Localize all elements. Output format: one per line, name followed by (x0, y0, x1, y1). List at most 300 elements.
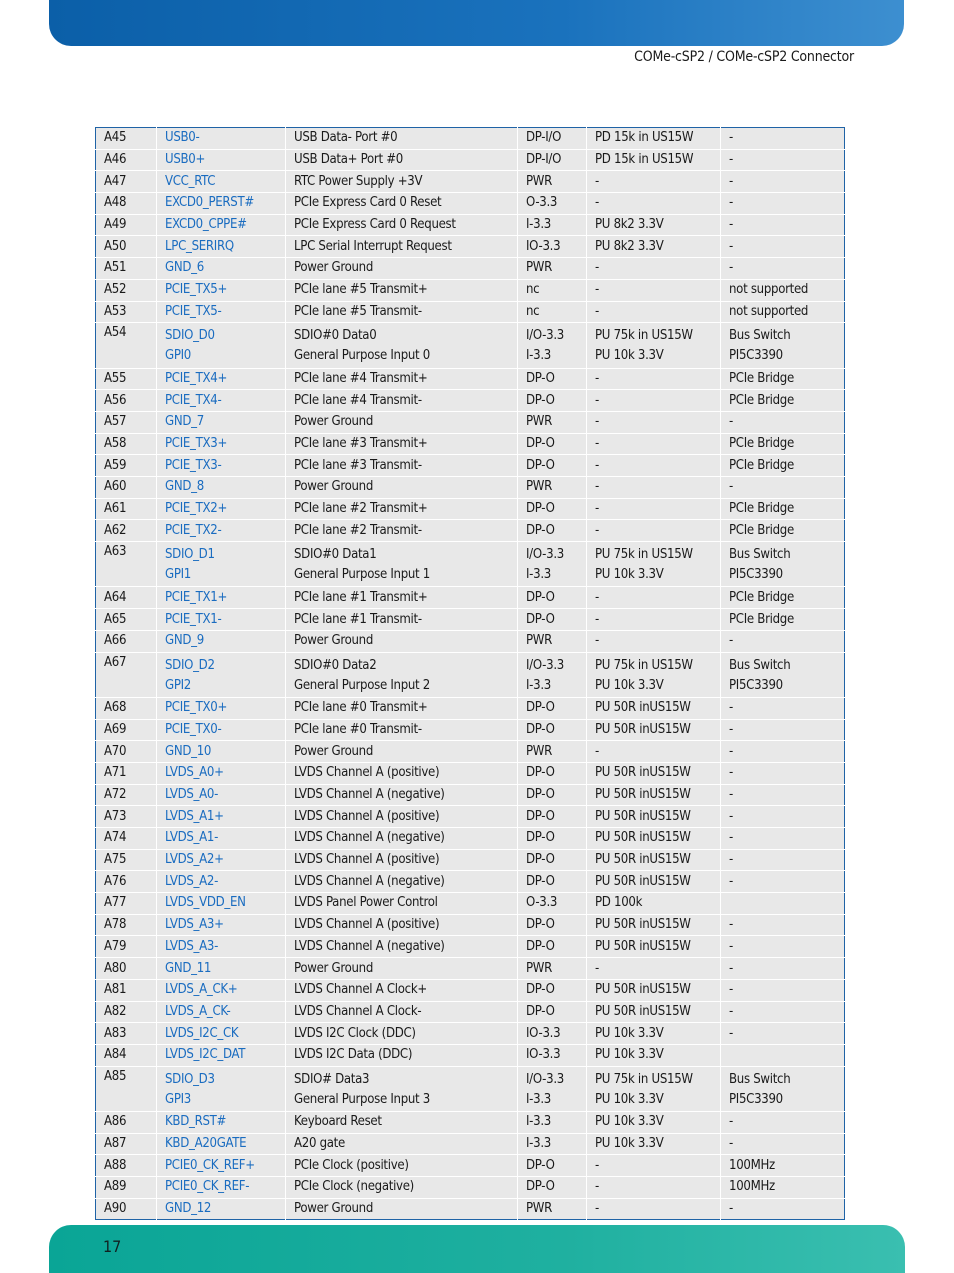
signal-cell-line: LVDS_A0- (165, 787, 219, 803)
pin-cell: A57 (96, 411, 157, 433)
termination-cell (587, 697, 721, 719)
termination-cell-line: PU 50R inUS15W (595, 982, 691, 998)
description-cell-line: A20 gate (294, 1136, 345, 1152)
table-row (96, 149, 845, 171)
signal-cell (157, 849, 286, 871)
table-row (96, 323, 845, 368)
description-cell (286, 828, 518, 850)
termination-cell (587, 1001, 721, 1023)
description-cell-line: General Purpose Input 1 (294, 567, 430, 583)
signal-cell-line: PCIE0_CK_REF- (165, 1179, 250, 1195)
table-row (96, 762, 845, 784)
description-cell-line: LVDS Channel A (positive) (294, 917, 440, 933)
type-cell-line: DP-O (526, 808, 555, 824)
comment-cell-line: Bus Switch (729, 1071, 791, 1087)
type-cell-line: DP-O (526, 370, 555, 386)
description-cell (286, 520, 518, 542)
description-cell (286, 368, 518, 390)
header-bar (49, 0, 904, 46)
termination-cell-line: - (595, 1157, 599, 1173)
signal-cell-line: USB0+ (165, 152, 206, 168)
termination-cell-line: PU 75k in US15W (595, 1071, 693, 1087)
signal-cell (157, 433, 286, 455)
signal-cell (157, 958, 286, 980)
pin-cell: A83 (96, 1023, 157, 1045)
termination-cell (587, 741, 721, 763)
signal-cell (157, 128, 286, 150)
signal-cell-line: PCIE_TX4+ (165, 370, 228, 386)
description-cell (286, 193, 518, 215)
type-cell-line: I-3.3 (526, 1114, 551, 1130)
table-row (96, 390, 845, 412)
description-cell-line: PCIe lane #2 Transmit- (294, 522, 422, 538)
termination-cell-line: PU 10k 3.3V (595, 1114, 664, 1130)
table-row (96, 128, 845, 150)
comment-cell-line: - (729, 787, 733, 803)
pin-cell: A71 (96, 762, 157, 784)
type-cell-line: DP-O (526, 392, 555, 408)
signal-cell (157, 1198, 286, 1220)
table-row (96, 806, 845, 828)
type-cell-line: DP-O (526, 522, 555, 538)
type-cell-line: DP-O (526, 501, 555, 517)
description-cell-line: LVDS I2C Data (DDC) (294, 1047, 413, 1063)
signal-cell-line: GPI1 (165, 567, 191, 583)
comment-cell-line: PCIe Bridge (729, 589, 794, 605)
description-cell-line: LVDS Channel A Clock- (294, 1003, 422, 1019)
type-cell (518, 128, 587, 150)
type-cell-line: DP-O (526, 1179, 555, 1195)
comment-cell (721, 477, 845, 499)
type-cell (518, 958, 587, 980)
signal-cell (157, 258, 286, 280)
comment-cell (721, 958, 845, 980)
description-cell-line: LVDS Channel A (negative) (294, 873, 445, 889)
signal-cell-line: GND_11 (165, 960, 212, 976)
description-cell-line: PCIe lane #1 Transmit+ (294, 589, 428, 605)
signal-cell (157, 741, 286, 763)
signal-cell-line: PCIE_TX0+ (165, 700, 228, 716)
comment-cell (721, 630, 845, 652)
table-row (96, 498, 845, 520)
signal-cell-line: LVDS_A_CK- (165, 1003, 231, 1019)
table-row (96, 301, 845, 323)
comment-cell-line: PCIe Bridge (729, 457, 794, 473)
termination-cell (587, 828, 721, 850)
type-cell-line: DP-O (526, 1003, 555, 1019)
comment-cell-line: - (729, 173, 733, 189)
signal-cell (157, 784, 286, 806)
table-row (96, 411, 845, 433)
termination-cell (587, 520, 721, 542)
comment-cell (721, 1023, 845, 1045)
type-cell (518, 149, 587, 171)
description-cell-line: PCIe lane #3 Transmit+ (294, 435, 428, 451)
pinout-table-body (96, 128, 845, 1220)
termination-cell-line: - (595, 370, 599, 386)
signal-cell (157, 301, 286, 323)
pin-cell: A80 (96, 958, 157, 980)
signal-cell (157, 914, 286, 936)
type-cell-line: I/O-3.3 (526, 1071, 564, 1087)
description-cell (286, 214, 518, 236)
comment-cell (721, 542, 845, 587)
type-cell (518, 652, 587, 697)
signal-cell (157, 411, 286, 433)
comment-cell (721, 914, 845, 936)
signal-cell (157, 193, 286, 215)
comment-cell-line: - (729, 1136, 733, 1152)
termination-cell (587, 1044, 721, 1066)
type-cell-line: DP-O (526, 721, 555, 737)
comment-cell (721, 936, 845, 958)
type-cell-line: DP-O (526, 982, 555, 998)
comment-cell-line: - (729, 414, 733, 430)
description-cell (286, 498, 518, 520)
termination-cell-line: - (595, 960, 599, 976)
comment-cell-line: Bus Switch (729, 328, 791, 344)
description-cell (286, 1177, 518, 1199)
description-cell-line: LVDS Channel A (negative) (294, 830, 445, 846)
type-cell-line: IO-3.3 (526, 1025, 561, 1041)
termination-cell (587, 193, 721, 215)
termination-cell (587, 323, 721, 368)
comment-cell-line: - (729, 195, 733, 211)
table-row (96, 171, 845, 193)
type-cell (518, 630, 587, 652)
description-cell-line: Power Ground (294, 479, 374, 495)
type-cell-line: DP-O (526, 589, 555, 605)
comment-cell-line: - (729, 217, 733, 233)
table-row (96, 1001, 845, 1023)
comment-cell-line: - (729, 1201, 733, 1217)
signal-cell-line: LVDS_A1+ (165, 808, 224, 824)
comment-cell-line: - (729, 830, 733, 846)
type-cell-line: DP-O (526, 1157, 555, 1173)
signal-cell (157, 828, 286, 850)
type-cell-line: I-3.3 (526, 1136, 551, 1152)
termination-cell-line: PD 100k (595, 895, 643, 911)
description-cell-line: PCIe lane #3 Transmit- (294, 457, 422, 473)
description-cell-line: PCIe Express Card 0 Request (294, 217, 456, 233)
termination-cell (587, 149, 721, 171)
table-row (96, 958, 845, 980)
comment-cell-line: - (729, 938, 733, 954)
signal-cell-line: KBD_A20GATE (165, 1136, 247, 1152)
termination-cell-line: - (595, 743, 599, 759)
comment-cell-line: - (729, 633, 733, 649)
table-row (96, 587, 845, 609)
type-cell-line: IO-3.3 (526, 1047, 561, 1063)
comment-cell-line: Bus Switch (729, 657, 791, 673)
type-cell-line: I/O-3.3 (526, 547, 564, 563)
type-cell-line: DP-O (526, 873, 555, 889)
table-row (96, 630, 845, 652)
termination-cell-line: PU 10k 3.3V (595, 348, 664, 364)
termination-cell-line: PU 50R inUS15W (595, 917, 691, 933)
termination-cell (587, 849, 721, 871)
comment-cell (721, 828, 845, 850)
pin-cell: A88 (96, 1155, 157, 1177)
termination-cell-line: PU 50R inUS15W (595, 765, 691, 781)
comment-cell (721, 433, 845, 455)
termination-cell-line: - (595, 1201, 599, 1217)
pin-cell: A90 (96, 1198, 157, 1220)
comment-cell-line: not supported (729, 282, 809, 298)
signal-cell (157, 1066, 286, 1111)
description-cell (286, 411, 518, 433)
table-row (96, 979, 845, 1001)
signal-cell (157, 1001, 286, 1023)
type-cell-line: PWR (526, 260, 553, 276)
description-cell (286, 236, 518, 258)
comment-cell-line: PCIe Bridge (729, 501, 794, 517)
comment-cell-line: - (729, 130, 733, 146)
table-row (96, 893, 845, 915)
table-row (96, 520, 845, 542)
termination-cell-line: PU 10k 3.3V (595, 1136, 664, 1152)
signal-cell-line: LPC_SERIRQ (165, 238, 234, 254)
description-cell-line: General Purpose Input 3 (294, 1091, 430, 1107)
comment-cell (721, 719, 845, 741)
type-cell (518, 193, 587, 215)
signal-cell (157, 609, 286, 631)
termination-cell-line: PU 50R inUS15W (595, 852, 691, 868)
comment-cell-line: PCIe Bridge (729, 522, 794, 538)
table-row (96, 1044, 845, 1066)
description-cell (286, 652, 518, 697)
signal-cell (157, 871, 286, 893)
signal-cell-line: SDIO_D3 (165, 1071, 215, 1087)
pin-cell: A61 (96, 498, 157, 520)
termination-cell-line: PU 10k 3.3V (595, 677, 664, 693)
type-cell-line: I/O-3.3 (526, 657, 564, 673)
table-row (96, 1155, 845, 1177)
pinout-table (95, 127, 845, 1220)
table-row (96, 1066, 845, 1111)
comment-cell (721, 979, 845, 1001)
pin-cell: A50 (96, 236, 157, 258)
comment-cell (721, 390, 845, 412)
comment-cell-line: 100MHz (729, 1179, 775, 1195)
termination-cell-line: - (595, 303, 599, 319)
pin-cell: A65 (96, 609, 157, 631)
termination-cell (587, 719, 721, 741)
description-cell (286, 1155, 518, 1177)
signal-cell-line: PCIE_TX3- (165, 457, 222, 473)
signal-cell-line: USB0- (165, 130, 200, 146)
termination-cell-line: PU 50R inUS15W (595, 1003, 691, 1019)
signal-cell (157, 542, 286, 587)
comment-cell-line: not supported (729, 303, 809, 319)
pin-cell: A45 (96, 128, 157, 150)
comment-cell-line: - (729, 960, 733, 976)
pin-cell: A60 (96, 477, 157, 499)
description-cell (286, 1066, 518, 1111)
signal-cell (157, 477, 286, 499)
termination-cell-line: - (595, 611, 599, 627)
description-cell-line: SDIO#0 Data0 (294, 328, 377, 344)
signal-cell (157, 214, 286, 236)
comment-cell (721, 455, 845, 477)
signal-cell-line: PCIE_TX1- (165, 611, 222, 627)
signal-cell (157, 520, 286, 542)
termination-cell-line: - (595, 173, 599, 189)
termination-cell (587, 171, 721, 193)
termination-cell-line: - (595, 282, 599, 298)
description-cell-line: PCIe lane #2 Transmit+ (294, 501, 428, 517)
pin-cell: A51 (96, 258, 157, 280)
signal-cell-line: GND_9 (165, 633, 204, 649)
termination-cell (587, 542, 721, 587)
type-cell-line: PWR (526, 479, 553, 495)
termination-cell-line: PU 50R inUS15W (595, 721, 691, 737)
signal-cell-line: LVDS_A3- (165, 938, 219, 954)
pin-cell: A48 (96, 193, 157, 215)
pin-cell: A53 (96, 301, 157, 323)
description-cell (286, 323, 518, 368)
type-cell (518, 871, 587, 893)
type-cell (518, 323, 587, 368)
comment-cell (721, 1133, 845, 1155)
pin-cell: A82 (96, 1001, 157, 1023)
termination-cell (587, 455, 721, 477)
type-cell (518, 1023, 587, 1045)
termination-cell (587, 368, 721, 390)
description-cell (286, 936, 518, 958)
description-cell (286, 1198, 518, 1220)
description-cell (286, 849, 518, 871)
signal-cell-line: SDIO_D1 (165, 547, 215, 563)
comment-cell-line: - (729, 873, 733, 889)
signal-cell-line: LVDS_A3+ (165, 917, 224, 933)
description-cell (286, 914, 518, 936)
type-cell-line: I/O-3.3 (526, 328, 564, 344)
document-title: COMe-cSP2 / COMe-cSP2 Connector (634, 49, 854, 65)
description-cell-line: LVDS Panel Power Control (294, 895, 438, 911)
pin-cell: A76 (96, 871, 157, 893)
type-cell-line: PWR (526, 414, 553, 430)
termination-cell (587, 958, 721, 980)
comment-cell-line: - (729, 238, 733, 254)
termination-cell-line: - (595, 589, 599, 605)
type-cell (518, 477, 587, 499)
comment-cell-line: PI5C3390 (729, 348, 783, 364)
table-row (96, 1198, 845, 1220)
description-cell-line: SDIO#0 Data2 (294, 657, 377, 673)
comment-cell (721, 1198, 845, 1220)
signal-cell-line: LVDS_I2C_CK (165, 1025, 239, 1041)
table-row (96, 871, 845, 893)
type-cell (518, 893, 587, 915)
type-cell (518, 1066, 587, 1111)
description-cell-line: Power Ground (294, 260, 374, 276)
termination-cell (587, 587, 721, 609)
pin-cell: A86 (96, 1112, 157, 1134)
comment-cell-line: PI5C3390 (729, 677, 783, 693)
termination-cell (587, 914, 721, 936)
type-cell (518, 849, 587, 871)
termination-cell (587, 279, 721, 301)
termination-cell (587, 652, 721, 697)
comment-cell (721, 128, 845, 150)
comment-cell-line: - (729, 808, 733, 824)
comment-cell (721, 171, 845, 193)
table-row (96, 849, 845, 871)
description-cell (286, 741, 518, 763)
type-cell-line: DP-O (526, 611, 555, 627)
termination-cell (587, 258, 721, 280)
signal-cell (157, 587, 286, 609)
comment-cell (721, 784, 845, 806)
type-cell-line: PWR (526, 743, 553, 759)
description-cell (286, 1112, 518, 1134)
comment-cell (721, 609, 845, 631)
termination-cell (587, 411, 721, 433)
comment-cell (721, 301, 845, 323)
termination-cell-line: PU 50R inUS15W (595, 787, 691, 803)
termination-cell-line: PU 8k2 3.3V (595, 217, 664, 233)
pin-cell: A78 (96, 914, 157, 936)
termination-cell (587, 936, 721, 958)
description-cell (286, 149, 518, 171)
description-cell-line: Power Ground (294, 960, 374, 976)
comment-cell-line: PCIe Bridge (729, 392, 794, 408)
signal-cell (157, 979, 286, 1001)
signal-cell-line: PCIE_TX1+ (165, 589, 228, 605)
type-cell (518, 455, 587, 477)
description-cell (286, 893, 518, 915)
type-cell (518, 979, 587, 1001)
pin-cell: A68 (96, 697, 157, 719)
pin-cell: A66 (96, 630, 157, 652)
signal-cell (157, 652, 286, 697)
description-cell-line: SDIO#0 Data1 (294, 547, 377, 563)
type-cell (518, 1155, 587, 1177)
description-cell-line: LVDS Channel A (positive) (294, 765, 440, 781)
type-cell (518, 806, 587, 828)
comment-cell-line: - (729, 852, 733, 868)
description-cell-line: PCIe Clock (negative) (294, 1179, 414, 1195)
signal-cell-line: LVDS_A1- (165, 830, 219, 846)
signal-cell-line: PCIE_TX2- (165, 522, 222, 538)
pin-cell: A59 (96, 455, 157, 477)
type-cell (518, 390, 587, 412)
type-cell (518, 609, 587, 631)
table-row (96, 719, 845, 741)
table-row (96, 258, 845, 280)
type-cell (518, 520, 587, 542)
signal-cell (157, 936, 286, 958)
signal-cell-line: PCIE_TX2+ (165, 501, 228, 517)
description-cell-line: General Purpose Input 2 (294, 677, 430, 693)
signal-cell-line: GND_7 (165, 414, 204, 430)
type-cell (518, 1198, 587, 1220)
type-cell-line: I-3.3 (526, 348, 551, 364)
termination-cell-line: - (595, 195, 599, 211)
termination-cell-line: PU 50R inUS15W (595, 700, 691, 716)
termination-cell-line: PD 15k in US15W (595, 152, 694, 168)
description-cell (286, 979, 518, 1001)
comment-cell-line: PCIe Bridge (729, 611, 794, 627)
pin-cell: A72 (96, 784, 157, 806)
table-row (96, 609, 845, 631)
signal-cell-line: LVDS_A_CK+ (165, 982, 238, 998)
comment-cell (721, 806, 845, 828)
termination-cell (587, 893, 721, 915)
comment-cell-line: - (729, 260, 733, 276)
comment-cell-line: PI5C3390 (729, 1091, 783, 1107)
